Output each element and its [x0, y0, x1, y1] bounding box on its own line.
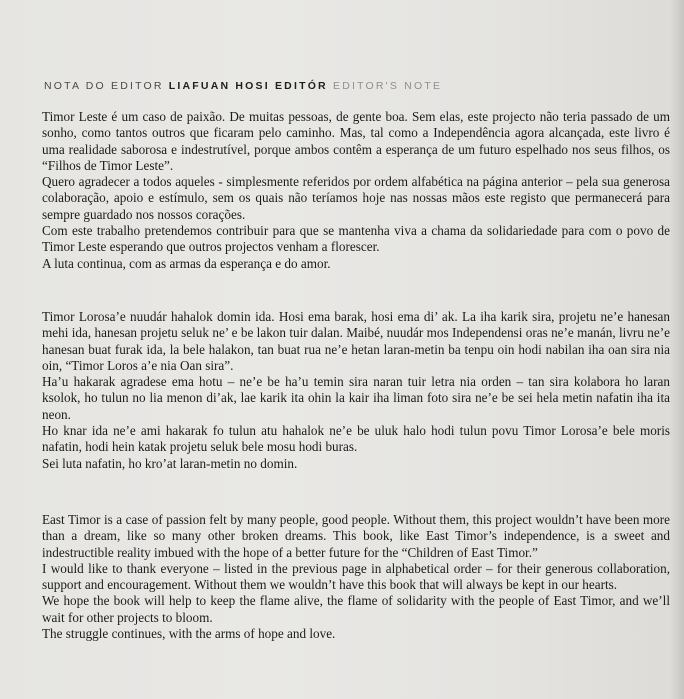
- header-english: EDITOR'S NOTE: [332, 80, 443, 92]
- english-section: [42, 512, 670, 642]
- paragraph: A luta continua, com as armas da esperança e do amor.: [42, 255, 331, 271]
- paragraph: We hope the book will help to keep the flame alive, the flame of solidarity with the people of East Timor, and we’ll wait for other projects to bloom.: [42, 593, 670, 625]
- paragraph: Timor Lorosa’e nuudár hahalok domin ida. Hosi ema barak, hosi ema di’ ak. La iha karik sira, projetu ne’e hanesan mehi ida, hanesan projetu seluk ne’ e be lakon tuir dalan. Maibé, nuudár mos Independensi oras ne’e manán, livru ne’e hanesan buat furak ida, la bele halakon, tan buat rua ne’e hetan laran-metin ba tenpu oin hodi nabilan iha oan sira nia oin, “Timor Loros a’e nia Oan sira”.: [42, 309, 670, 373]
- tetum-section: [42, 309, 670, 472]
- paragraph: The struggle continues, with the arms of hope and love.: [42, 626, 336, 642]
- header-portuguese: NOTA DO EDITOR: [44, 80, 164, 92]
- paragraph: Sei luta nafatin, ho kro’at laran-metin no domin.: [42, 455, 298, 471]
- paragraph: Ha’u hakarak agradese ema hotu – ne’e be ha’u temin sira naran tuir letra nia orden – tan sira kolabora ho laran ksolok, ho tulun no lia menon di’ak, lae karik ita ohin la kair iha liman foto sira ne’e be sei hela metin nafatin iha ita neon.: [42, 374, 670, 422]
- paragraph: I would like to thank everyone – listed in the previous page in alphabetical order – for their generous collaboration, support and encouragement. Without them we wouldn’t have this book that will always be kept in our hearts.: [42, 560, 670, 593]
- portuguese-section: [42, 109, 670, 272]
- paragraph: Timor Leste é um caso de paixão. De muitas pessoas, de gente boa. Sem elas, este projecto não teria passado de um sonho, como tantos outros que ficaram pelo caminho. Mas, tal como a Independência agora alcançada, este livro é uma realidade saborosa e indestrutível, porque ambos contêm a esperança de um futuro espelhado nos seus filhos, os “Filhos de Timor Leste”.: [42, 109, 670, 173]
- header-tetum: LIAFUAN HOSI EDITÓR: [168, 80, 328, 92]
- paragraph: Com este trabalho pretendemos contribuir para que se mantenha viva a chama da solidariedade para com o povo de Timor Leste esperando que outros projectos venham a florescer.: [42, 223, 670, 255]
- paragraph: Quero agradecer a todos aqueles - simplesmente referidos por ordem alfabética na página anterior – pela sua generosa colaboração, apoio e estímulo, sem os quais não teríamos hoje nas nossas mãos este registo que permanecerá para sempre guardado nos nossos corações.: [42, 174, 670, 222]
- paragraph: Ho knar ida ne’e ami hakarak fo tulun atu hahalok ne’e be uluk halo hodi tulun povu Timor Lorosa’e bele moris nafatin, hodi hein katak projetu seluk bele mosu hodi buras.: [42, 423, 670, 455]
- paragraph: East Timor is a case of passion felt by many people, good people. Without them, this project wouldn’t have been more than a dream, like so many other broken dreams. This book, like East Timor’s independence, is a sweet and indestructible reality imbued with the hope of a better future for the “Children of East Timor.”: [42, 512, 670, 560]
- editors-note-header: [44, 80, 442, 92]
